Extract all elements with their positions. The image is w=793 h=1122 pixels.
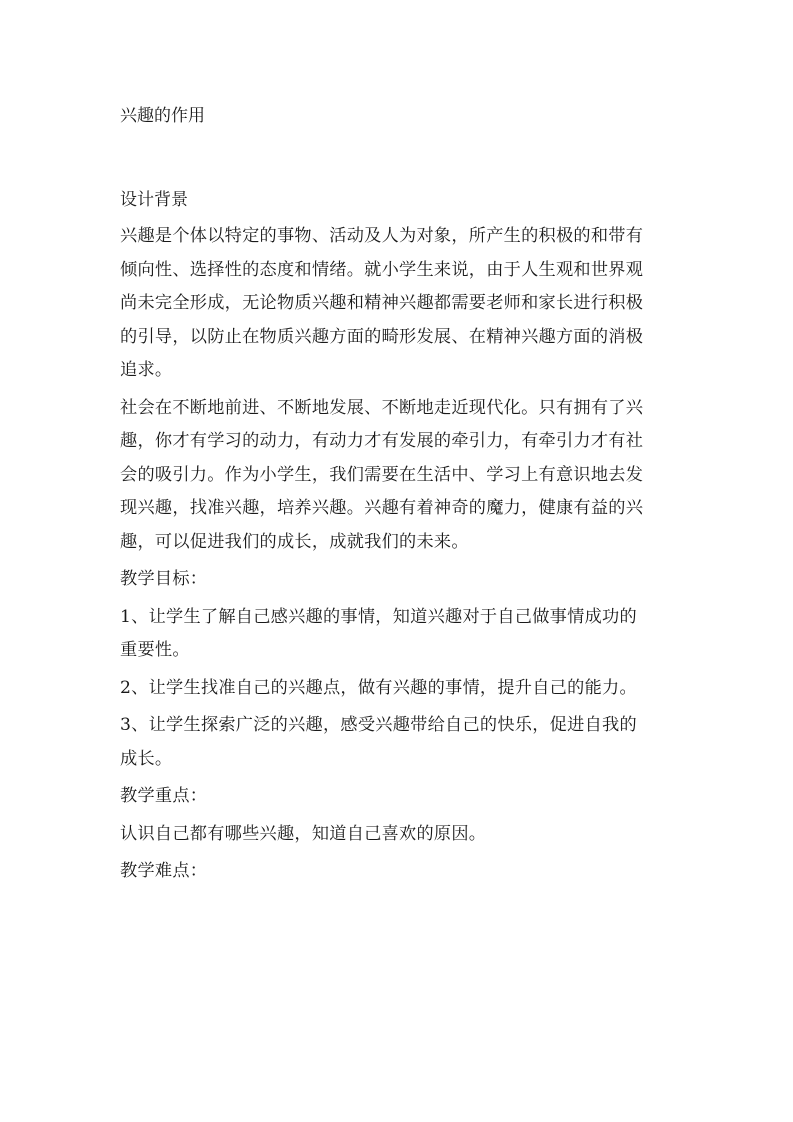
- heading-text: 教学重点：: [120, 786, 208, 806]
- text-line: 现兴趣，找准兴趣，培养兴趣。兴趣有着神奇的魔力，健康有益的兴: [120, 498, 644, 518]
- text-line: 重要性。: [120, 640, 190, 660]
- text-line: 2、让学生找准自己的兴趣点，做有兴趣的事情，提升自己的能力。: [120, 677, 637, 698]
- heading-text: 教学目标：: [120, 569, 208, 589]
- document-title: 兴趣的作用: [120, 106, 205, 126]
- background-heading: 设计背景: [120, 190, 188, 210]
- text-line: 趣，你才有学习的动力，有动力才有发展的牵引力，有牵引力才有社: [120, 431, 644, 451]
- text-line: 倾向性、选择性的态度和情绪。就小学生来说，由于人生观和世界观: [120, 259, 644, 280]
- text-line: 趣，可以促进我们的成长，成就我们的未来。: [120, 531, 469, 552]
- objective-item-1: [120, 601, 676, 668]
- text-line: 1、让学生了解自己感兴趣的事情，知道兴趣对于自己做事情成功的: [120, 606, 637, 627]
- difficulties-heading: [120, 855, 676, 889]
- heading-text: 教学难点：: [120, 861, 208, 881]
- objectives-heading: [120, 563, 676, 597]
- text-line: 追求。: [120, 360, 173, 380]
- text-line: 成长。: [120, 748, 173, 769]
- text-line: 3、让学生探索广泛的兴趣，感受兴趣带给自己的快乐，促进自我的: [120, 715, 637, 735]
- background-paragraph-1: [120, 220, 676, 388]
- text-line: 兴趣是个体以特定的事物、活动及人为对象，所产生的积极的和带有: [120, 226, 644, 246]
- background-paragraph-2: [120, 392, 676, 560]
- text-line: 社会在不断地前进、不断地发展、不断地走近现代化。只有拥有了兴: [120, 397, 644, 418]
- key-points-text: [120, 818, 676, 852]
- objective-item-3: [120, 709, 676, 776]
- key-points-heading: [120, 780, 676, 814]
- text-line: 认识自己都有哪些兴趣，知道自己喜欢的原因。: [120, 823, 487, 844]
- document-body: [120, 220, 676, 889]
- text-line: 尚未完全形成，无论物质兴趣和精神兴趣都需要老师和家长进行积极: [120, 293, 644, 313]
- objective-item-2: [120, 672, 676, 706]
- text-line: 的引导，以防止在物质兴趣方面的畸形发展、在精神兴趣方面的消极: [120, 326, 644, 347]
- text-line: 会的吸引力。作为小学生，我们需要在生活中、学习上有意识地去发: [120, 464, 644, 485]
